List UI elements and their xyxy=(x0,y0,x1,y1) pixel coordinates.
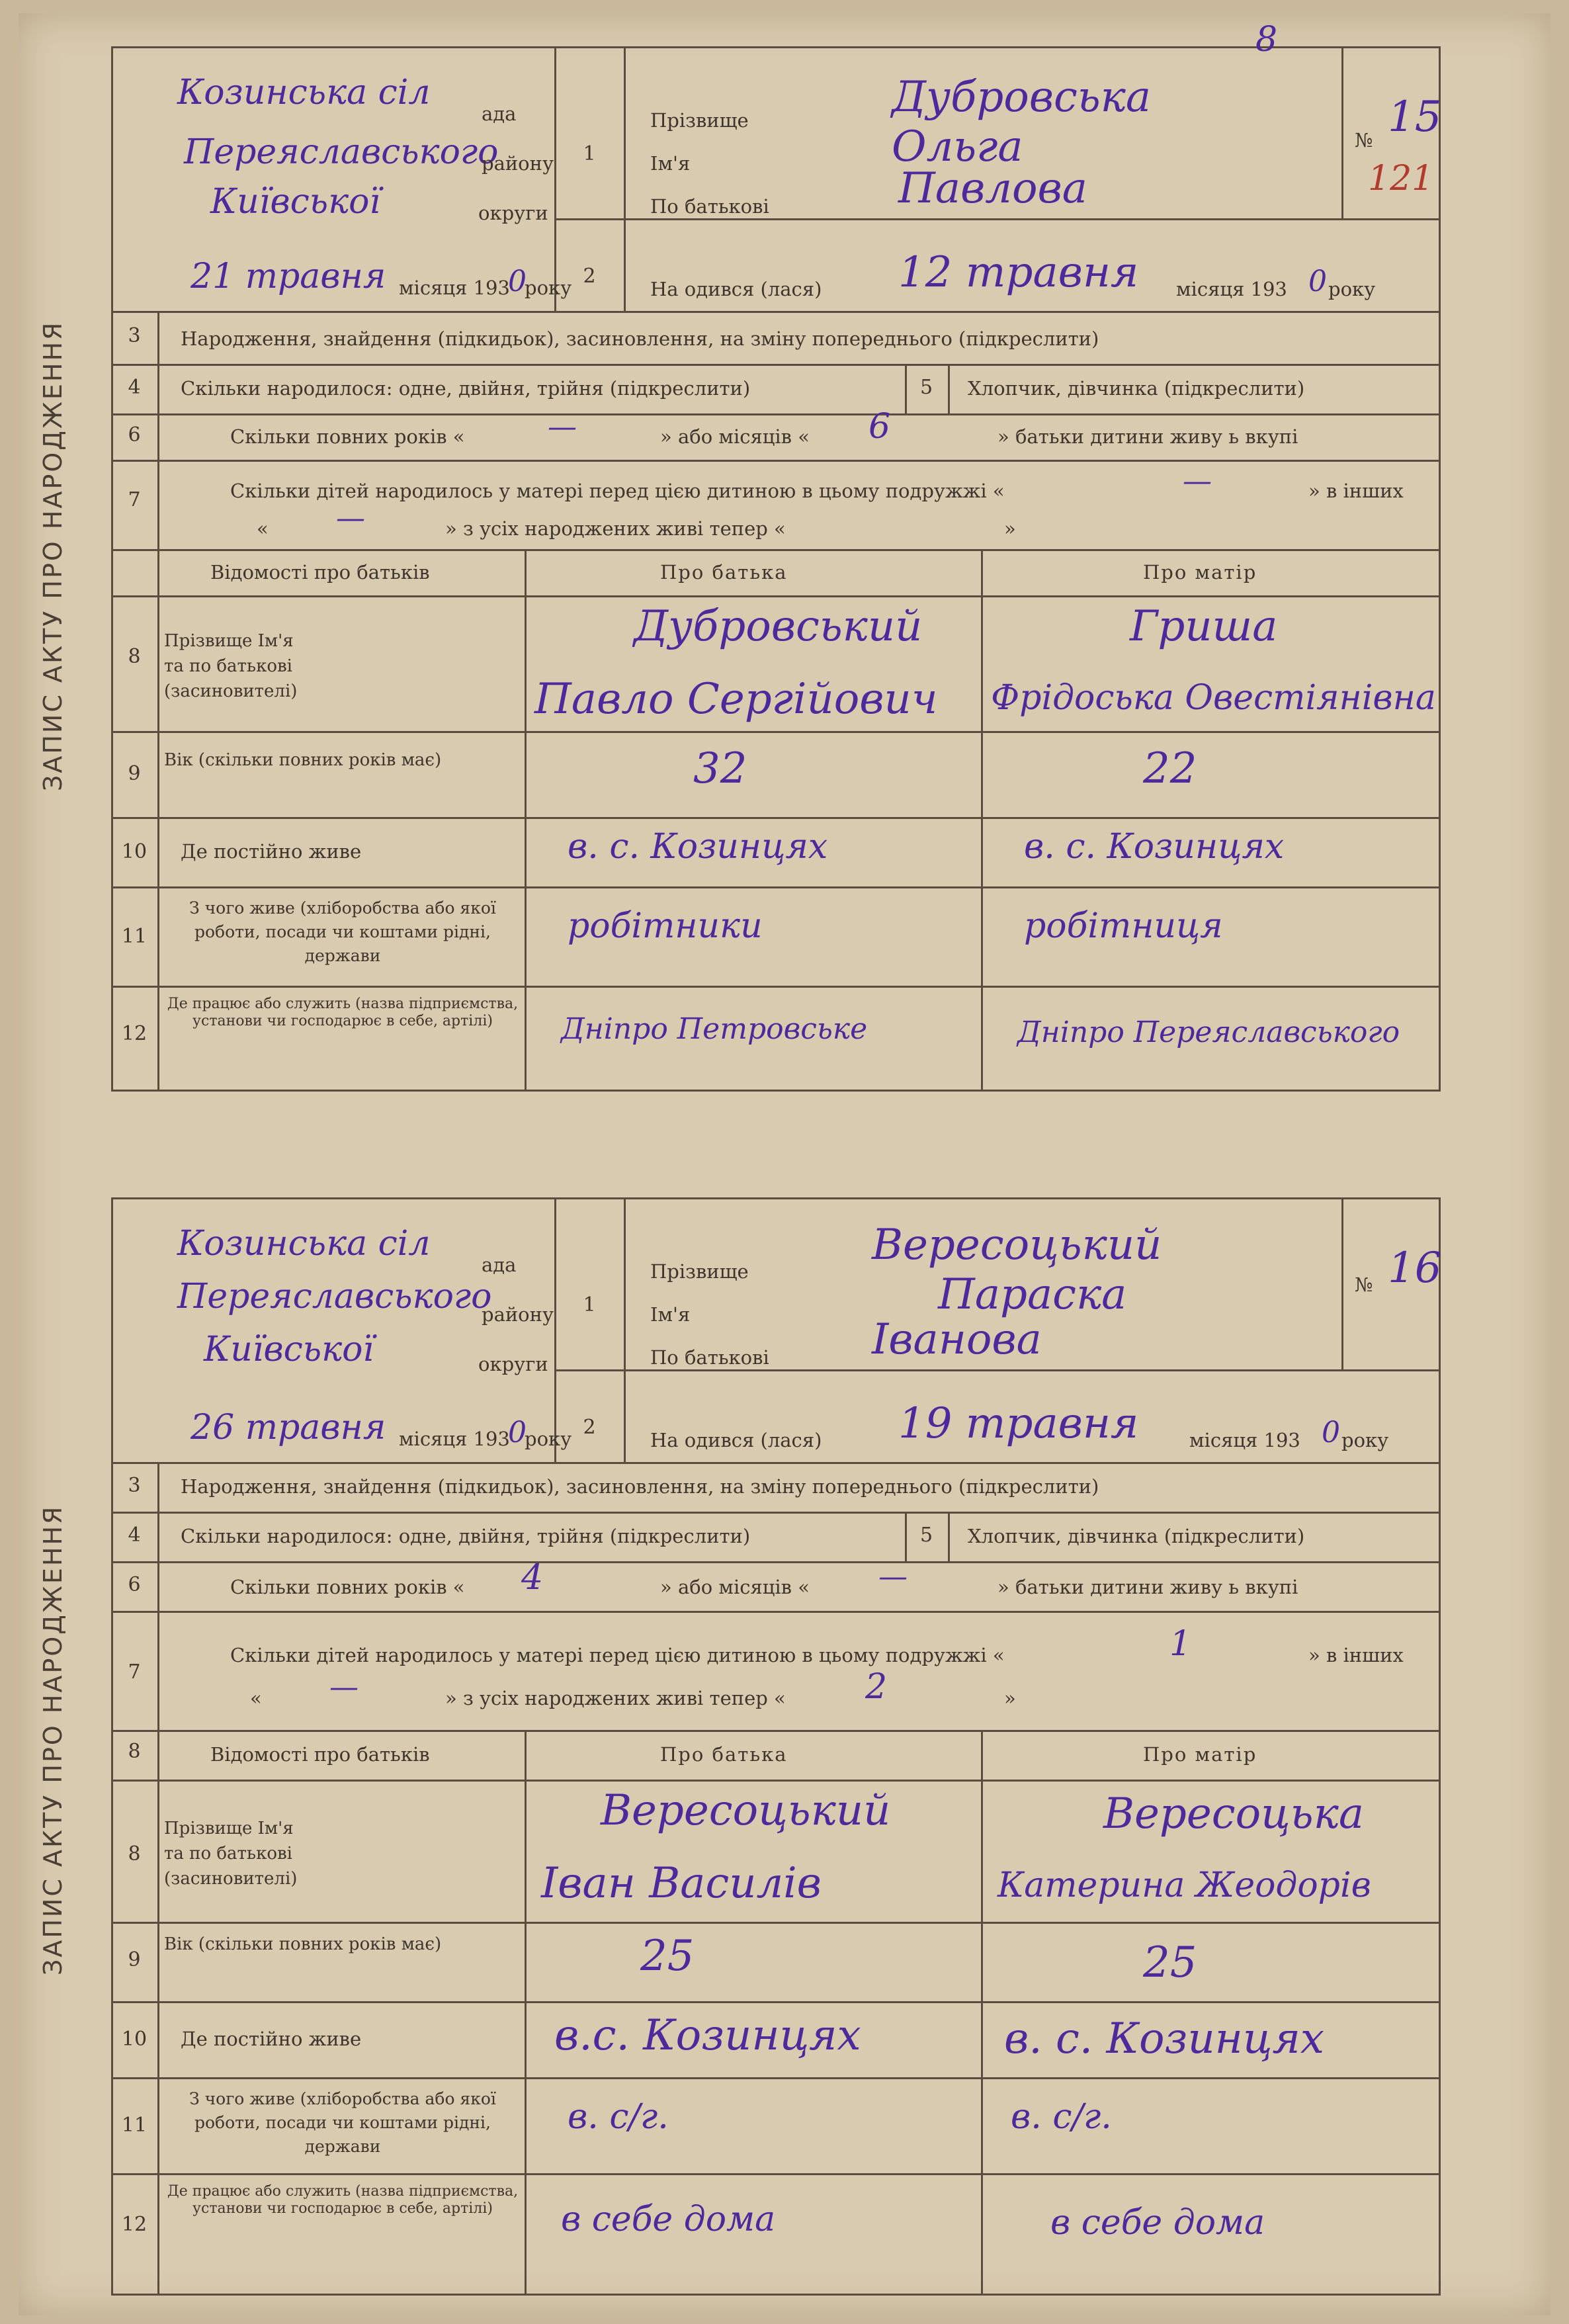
birth-date: 12 травня xyxy=(898,248,1139,297)
residence-label: Де постійно живе xyxy=(181,840,362,863)
child-surname: Дубровська xyxy=(892,73,1152,122)
birth-count-options: Скільки народилося: одне, двійня, трійня (підкреслити) xyxy=(181,1525,751,1547)
record-number-label: № xyxy=(1355,1273,1373,1296)
divider xyxy=(111,1922,1441,1924)
child-sex-options: Хлопчик, дівчинка (підкреслити) xyxy=(968,377,1305,400)
event-type-options: Народження, знайдення (підкидьок), засиновлення, на зміну попереднього (підкреслити) xyxy=(181,1475,1099,1498)
divider xyxy=(111,731,1441,733)
father-column-header: Про батька xyxy=(660,1743,788,1766)
mother-residence: в. с. Козинцях xyxy=(1004,2014,1324,2063)
divider xyxy=(111,886,1441,888)
father-workplace: Дніпро Петровське xyxy=(561,1012,868,1046)
row-number: 8 xyxy=(128,1842,141,1866)
parents-info-header: Відомості про батьків xyxy=(210,561,430,583)
father-column-header: Про батька xyxy=(660,561,788,583)
record-side-title: ЗАПИС АКТУ ПРО НАРОДЖЕННЯ xyxy=(38,1504,67,1975)
divider xyxy=(111,413,1441,415)
workplace-label: Де працює або служить (назва підприємства, установи чи господарює в себе, артілі) xyxy=(167,996,519,1029)
surname-label: Прізвище xyxy=(650,109,749,132)
record-side-title: ЗАПИС АКТУ ПРО НАРОДЖЕННЯ xyxy=(38,320,67,791)
cohabitation-years-label: Скільки повних років « xyxy=(230,425,465,448)
village-value: Козинська сіл xyxy=(177,1224,431,1264)
workplace-label: Де працює або служить (назва підприємства, установи чи господарює в себе, артілі) xyxy=(167,2183,519,2217)
parent-name-label: Прізвище Ім'я та по батькові (засиновителі) xyxy=(164,1819,298,1889)
divider xyxy=(111,311,1441,313)
birth-record-2 xyxy=(38,1197,1442,2296)
row-number: 2 xyxy=(583,265,596,288)
divider xyxy=(554,46,556,311)
document-sheet xyxy=(19,13,1550,2315)
row-number: 10 xyxy=(121,2028,148,2051)
registration-year: 0 xyxy=(508,1416,527,1449)
row-number: 7 xyxy=(128,1660,141,1684)
prior-children-label: Скільки дітей народилось у матері перед цією дитиною в цьому подружжі « xyxy=(230,480,1005,502)
prior-children-marriage: — xyxy=(1183,464,1212,498)
quote-open: « xyxy=(257,517,269,540)
age-label: Вік (скільки повних років має) xyxy=(164,750,442,770)
registration-year: 0 xyxy=(508,265,527,298)
cohabitation-years: 4 xyxy=(521,1558,544,1598)
district-suffix: району xyxy=(482,152,554,175)
divider xyxy=(111,1512,1441,1514)
divider xyxy=(111,1730,1441,1732)
patronymic-label: По батькові xyxy=(650,1346,769,1369)
corrected-number: 121 xyxy=(1368,159,1434,198)
child-surname: Вересоцький xyxy=(872,1221,1162,1270)
village-suffix: ада xyxy=(482,1254,517,1276)
birth-year-label: року xyxy=(1341,1429,1389,1451)
village-suffix: ада xyxy=(482,103,517,125)
date-month-label: місяця 193 xyxy=(399,1428,510,1450)
divider xyxy=(111,1611,1441,1613)
divider xyxy=(111,2173,1441,2175)
row-number: 12 xyxy=(121,1022,148,1045)
cohabitation-end-label: » батьки дитини живу ь вкупі xyxy=(997,1576,1298,1598)
prior-children-other-label: » в інших xyxy=(1308,480,1404,502)
row-number: 2 xyxy=(583,1416,596,1439)
divider xyxy=(111,1561,1441,1563)
father-residence: в. с. Козинцях xyxy=(568,827,828,867)
father-age: 25 xyxy=(640,1932,695,1981)
registration-date: 26 травня xyxy=(191,1408,386,1447)
alive-children-label: » з усіх народжених живі тепер « xyxy=(445,1687,786,1709)
date-year-label: року xyxy=(525,1428,572,1450)
mother-name: Фрідоська Овестіянівна xyxy=(991,678,1436,718)
divider xyxy=(1341,1197,1343,1369)
row-number: 6 xyxy=(128,423,141,447)
district-suffix: району xyxy=(482,1303,554,1326)
birth-year: 0 xyxy=(1308,265,1327,298)
name-label: Ім'я xyxy=(650,1303,691,1326)
divider xyxy=(1341,46,1343,218)
divider xyxy=(111,595,1441,597)
birth-count-options: Скільки народилося: одне, двійня, трійня (підкреслити) xyxy=(181,377,751,400)
father-age: 32 xyxy=(693,744,747,793)
district-value: Переяславського xyxy=(177,1277,492,1316)
father-occupation: робітники xyxy=(568,906,763,946)
divider xyxy=(111,986,1441,988)
mother-surname: Гриша xyxy=(1130,602,1278,651)
father-workplace: в себе дома xyxy=(561,2200,776,2239)
okrug-value: Київської xyxy=(204,1330,374,1369)
village-value: Козинська сіл xyxy=(177,73,431,112)
child-sex-options: Хлопчик, дівчинка (підкреслити) xyxy=(968,1525,1305,1547)
row-number: 5 xyxy=(919,1524,933,1547)
prior-children-other: — xyxy=(336,501,365,535)
row-number: 6 xyxy=(128,1573,141,1596)
patronymic-label: По батькові xyxy=(650,195,769,218)
row-number: 9 xyxy=(128,1948,141,1971)
occupation-label: З чого живе (хліборобства або якої роботи, посади чи коштами рідні, держави xyxy=(189,2089,496,2156)
birth-label: На одився (лася) xyxy=(650,1429,822,1451)
father-occupation: в. с/г. xyxy=(568,2097,669,2137)
prior-children-other-label: » в інших xyxy=(1308,1644,1404,1666)
age-label: Вік (скільки повних років має) xyxy=(164,1934,442,1954)
birth-month-label: місяця 193 xyxy=(1176,278,1287,300)
row-number: 9 xyxy=(128,762,141,785)
birth-record-1 xyxy=(38,20,1442,1092)
cohabitation-months-label: » або місяців « xyxy=(660,425,810,448)
father-name: Павло Сергійович xyxy=(534,675,938,724)
child-patronymic: Іванова xyxy=(872,1315,1042,1364)
divider xyxy=(624,46,626,311)
alive-children: 2 xyxy=(865,1667,888,1707)
divider xyxy=(525,549,527,1092)
row-number: 5 xyxy=(919,376,933,399)
birth-year: 0 xyxy=(1322,1416,1340,1449)
prior-children-other: — xyxy=(329,1670,359,1704)
row-number: 3 xyxy=(128,1474,141,1497)
prior-children-marriage: 1 xyxy=(1169,1624,1192,1664)
row-number: 8 xyxy=(128,645,141,668)
father-surname: Дубровський xyxy=(634,602,923,651)
mother-column-header: Про матір xyxy=(1143,561,1257,583)
row-number: 7 xyxy=(128,488,141,511)
divider xyxy=(157,1462,159,2296)
divider xyxy=(981,549,983,1092)
prior-children-label: Скільки дітей народилось у матері перед цією дитиною в цьому подружжі « xyxy=(230,1644,1005,1666)
row-number: 8 xyxy=(128,1740,141,1763)
divider xyxy=(111,2077,1441,2079)
divider xyxy=(554,1197,556,1462)
registration-date: 21 травня xyxy=(191,257,386,296)
cohabitation-years: — xyxy=(548,410,577,444)
residence-label: Де постійно живе xyxy=(181,2028,362,2050)
birth-month-label: місяця 193 xyxy=(1189,1429,1300,1451)
row-number: 1 xyxy=(583,1293,596,1316)
mother-workplace: в себе дома xyxy=(1050,2203,1265,2243)
okrug-value: Київської xyxy=(210,182,381,222)
mother-occupation: робітниця xyxy=(1024,906,1223,946)
mother-workplace: Дніпро Переяславського xyxy=(1017,1015,1400,1049)
record-number: 16 xyxy=(1388,1244,1442,1293)
birth-year-label: року xyxy=(1328,278,1376,300)
mother-age: 22 xyxy=(1143,744,1197,793)
child-patronymic: Павлова xyxy=(898,164,1087,213)
mother-column-header: Про матір xyxy=(1143,1743,1257,1766)
cohabitation-months-label: » або місяців « xyxy=(660,1576,810,1598)
row-number: 11 xyxy=(121,2114,148,2137)
divider xyxy=(111,1462,1441,1464)
name-label: Ім'я xyxy=(650,152,691,175)
divider xyxy=(111,460,1441,462)
father-residence: в.с. Козинцях xyxy=(554,2011,861,2060)
event-type-options: Народження, знайдення (підкидьок), засиновлення, на зміну попереднього (підкреслити) xyxy=(181,327,1099,350)
mother-residence: в. с. Козинцях xyxy=(1024,827,1285,867)
divider xyxy=(554,1369,1441,1371)
quote-close: » xyxy=(1004,1687,1016,1709)
row-number: 4 xyxy=(128,376,141,399)
alive-children-label: » з усіх народжених живі тепер « xyxy=(445,517,786,540)
surname-label: Прізвище xyxy=(650,1260,749,1283)
divider xyxy=(157,311,159,1092)
row-number: 3 xyxy=(128,324,141,347)
record-number: 15 xyxy=(1388,93,1442,142)
mother-name: Катерина Жеодорів xyxy=(997,1866,1371,1905)
divider xyxy=(948,364,950,413)
divider xyxy=(111,1780,1441,1782)
child-name: Ольга xyxy=(892,122,1023,171)
row-number: 1 xyxy=(583,142,596,165)
father-surname: Вересоцький xyxy=(601,1786,891,1835)
birth-label: На одився (лася) xyxy=(650,278,822,300)
divider xyxy=(111,549,1441,551)
divider xyxy=(525,1730,527,2296)
district-value: Переяславського xyxy=(184,132,499,172)
divider xyxy=(981,1730,983,2296)
divider xyxy=(111,2001,1441,2003)
child-name: Параска xyxy=(938,1270,1127,1319)
mother-age: 25 xyxy=(1143,1938,1197,1987)
birth-date: 19 травня xyxy=(898,1399,1139,1448)
divider xyxy=(948,1512,950,1561)
date-month-label: місяця 193 xyxy=(399,277,510,299)
mother-occupation: в. с/г. xyxy=(1011,2097,1112,2137)
parent-name-label: Прізвище Ім'я та по батькові (засиновителі) xyxy=(164,631,298,701)
row-number: 12 xyxy=(121,2213,148,2236)
cohabitation-years-label: Скільки повних років « xyxy=(230,1576,465,1598)
row-number: 10 xyxy=(121,840,148,863)
father-name: Іван Василів xyxy=(541,1859,822,1908)
divider xyxy=(624,1197,626,1462)
corner-mark: 8 xyxy=(1255,20,1278,60)
cohabitation-months: 6 xyxy=(869,407,891,447)
row-number: 4 xyxy=(128,1524,141,1547)
okrug-suffix: округи xyxy=(478,1353,548,1375)
divider xyxy=(111,817,1441,819)
cohabitation-end-label: » батьки дитини живу ь вкупі xyxy=(997,425,1298,448)
mother-surname: Вересоцька xyxy=(1103,1789,1364,1838)
row-number: 11 xyxy=(121,925,148,948)
okrug-suffix: округи xyxy=(478,202,548,224)
date-year-label: року xyxy=(525,277,572,299)
quote-close: » xyxy=(1004,517,1016,540)
divider xyxy=(111,364,1441,366)
occupation-label: З чого живе (хліборобства або якої роботи, посади чи коштами рідні, держави xyxy=(189,898,496,965)
record-number-label: № xyxy=(1355,129,1373,151)
quote-open: « xyxy=(250,1687,262,1709)
divider xyxy=(554,218,1441,220)
parents-info-header: Відомості про батьків xyxy=(210,1743,430,1766)
cohabitation-months: — xyxy=(878,1560,908,1594)
